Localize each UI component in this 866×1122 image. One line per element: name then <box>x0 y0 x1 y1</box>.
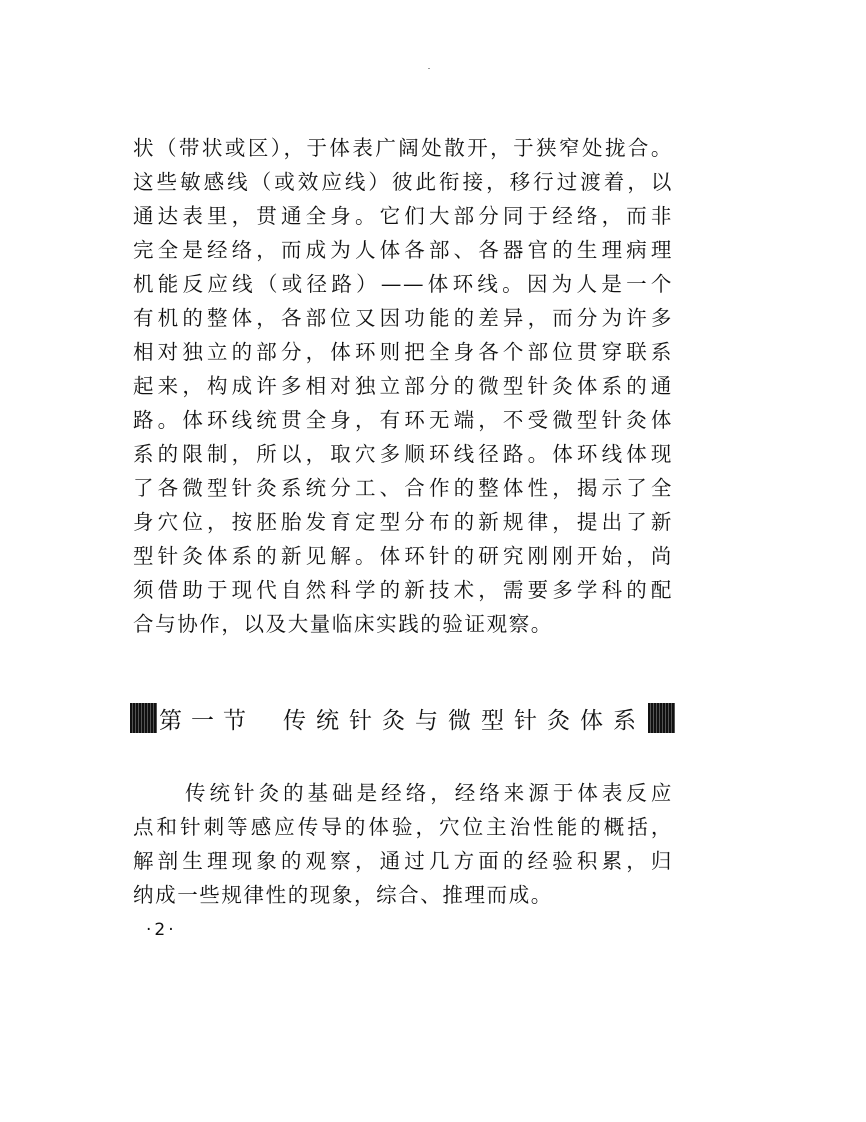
text-line: 了各微型针灸系统分工、合作的整体性，揭示了全 <box>133 476 673 500</box>
heading-text <box>157 702 648 735</box>
text-line: 合与协作，以及大量临床实践的验证观察。 <box>133 612 553 636</box>
text-line: 通达表里，贯通全身。它们大部分同于经络，而非 <box>133 204 673 228</box>
text-line: 系的限制，所以，取穴多顺环线径路。体环线体现 <box>133 442 673 466</box>
text-line: 有机的整体，各部位又因功能的差异，而分为许多 <box>133 306 673 330</box>
text-line: 完全是经络，而成为人体各部、各器官的生理病理 <box>133 238 673 262</box>
text-line: 点和针刺等感应传导的体验，穴位主治性能的概括， <box>133 815 673 839</box>
text-line: 型针灸体系的新见解。体环针的研究刚刚开始，尚 <box>133 544 673 568</box>
text-line: 纳成一些规律性的现象，综合、推理而成。 <box>133 883 553 907</box>
text-line: 解剖生理现象的观察，通过几方面的经验积累，归 <box>133 849 673 873</box>
text-line: 机能反应线（或径路）——体环线。因为人是一个 <box>133 272 673 296</box>
page-number: ·2· <box>146 920 177 940</box>
heading-ornament-right-icon <box>648 703 675 733</box>
section-number: 第一节 <box>159 707 255 734</box>
text-line: 相对独立的部分，体环则把全身各个部位贯穿联系 <box>133 340 673 364</box>
text-line: 这些敏感线（或效应线）彼此衔接，移行过渡着，以 <box>133 170 673 194</box>
scan-speck <box>428 68 430 69</box>
text-line: 身穴位，按胚胎发育定型分布的新规律，提出了新 <box>133 510 673 534</box>
text-line: 须借助于现代自然科学的新技术，需要多学科的配 <box>133 578 673 602</box>
text-line: 路。体环线统贯全身，有环无端，不受微型针灸体 <box>133 408 673 432</box>
section-title: 传统针灸与微型针灸体系 <box>283 707 646 734</box>
paragraph-body-2 <box>133 776 673 912</box>
paragraph-body-1 <box>133 131 673 641</box>
section-heading <box>130 700 672 736</box>
heading-ornament-left-icon <box>130 703 157 733</box>
text-line: 传统针灸的基础是经络，经络来源于体表反应 <box>185 781 673 805</box>
text-line: 起来，构成许多相对独立部分的微型针灸体系的通 <box>133 374 673 398</box>
text-line: 状（带状或区），于体表广阔处散开，于狭窄处拢合。 <box>133 136 673 160</box>
